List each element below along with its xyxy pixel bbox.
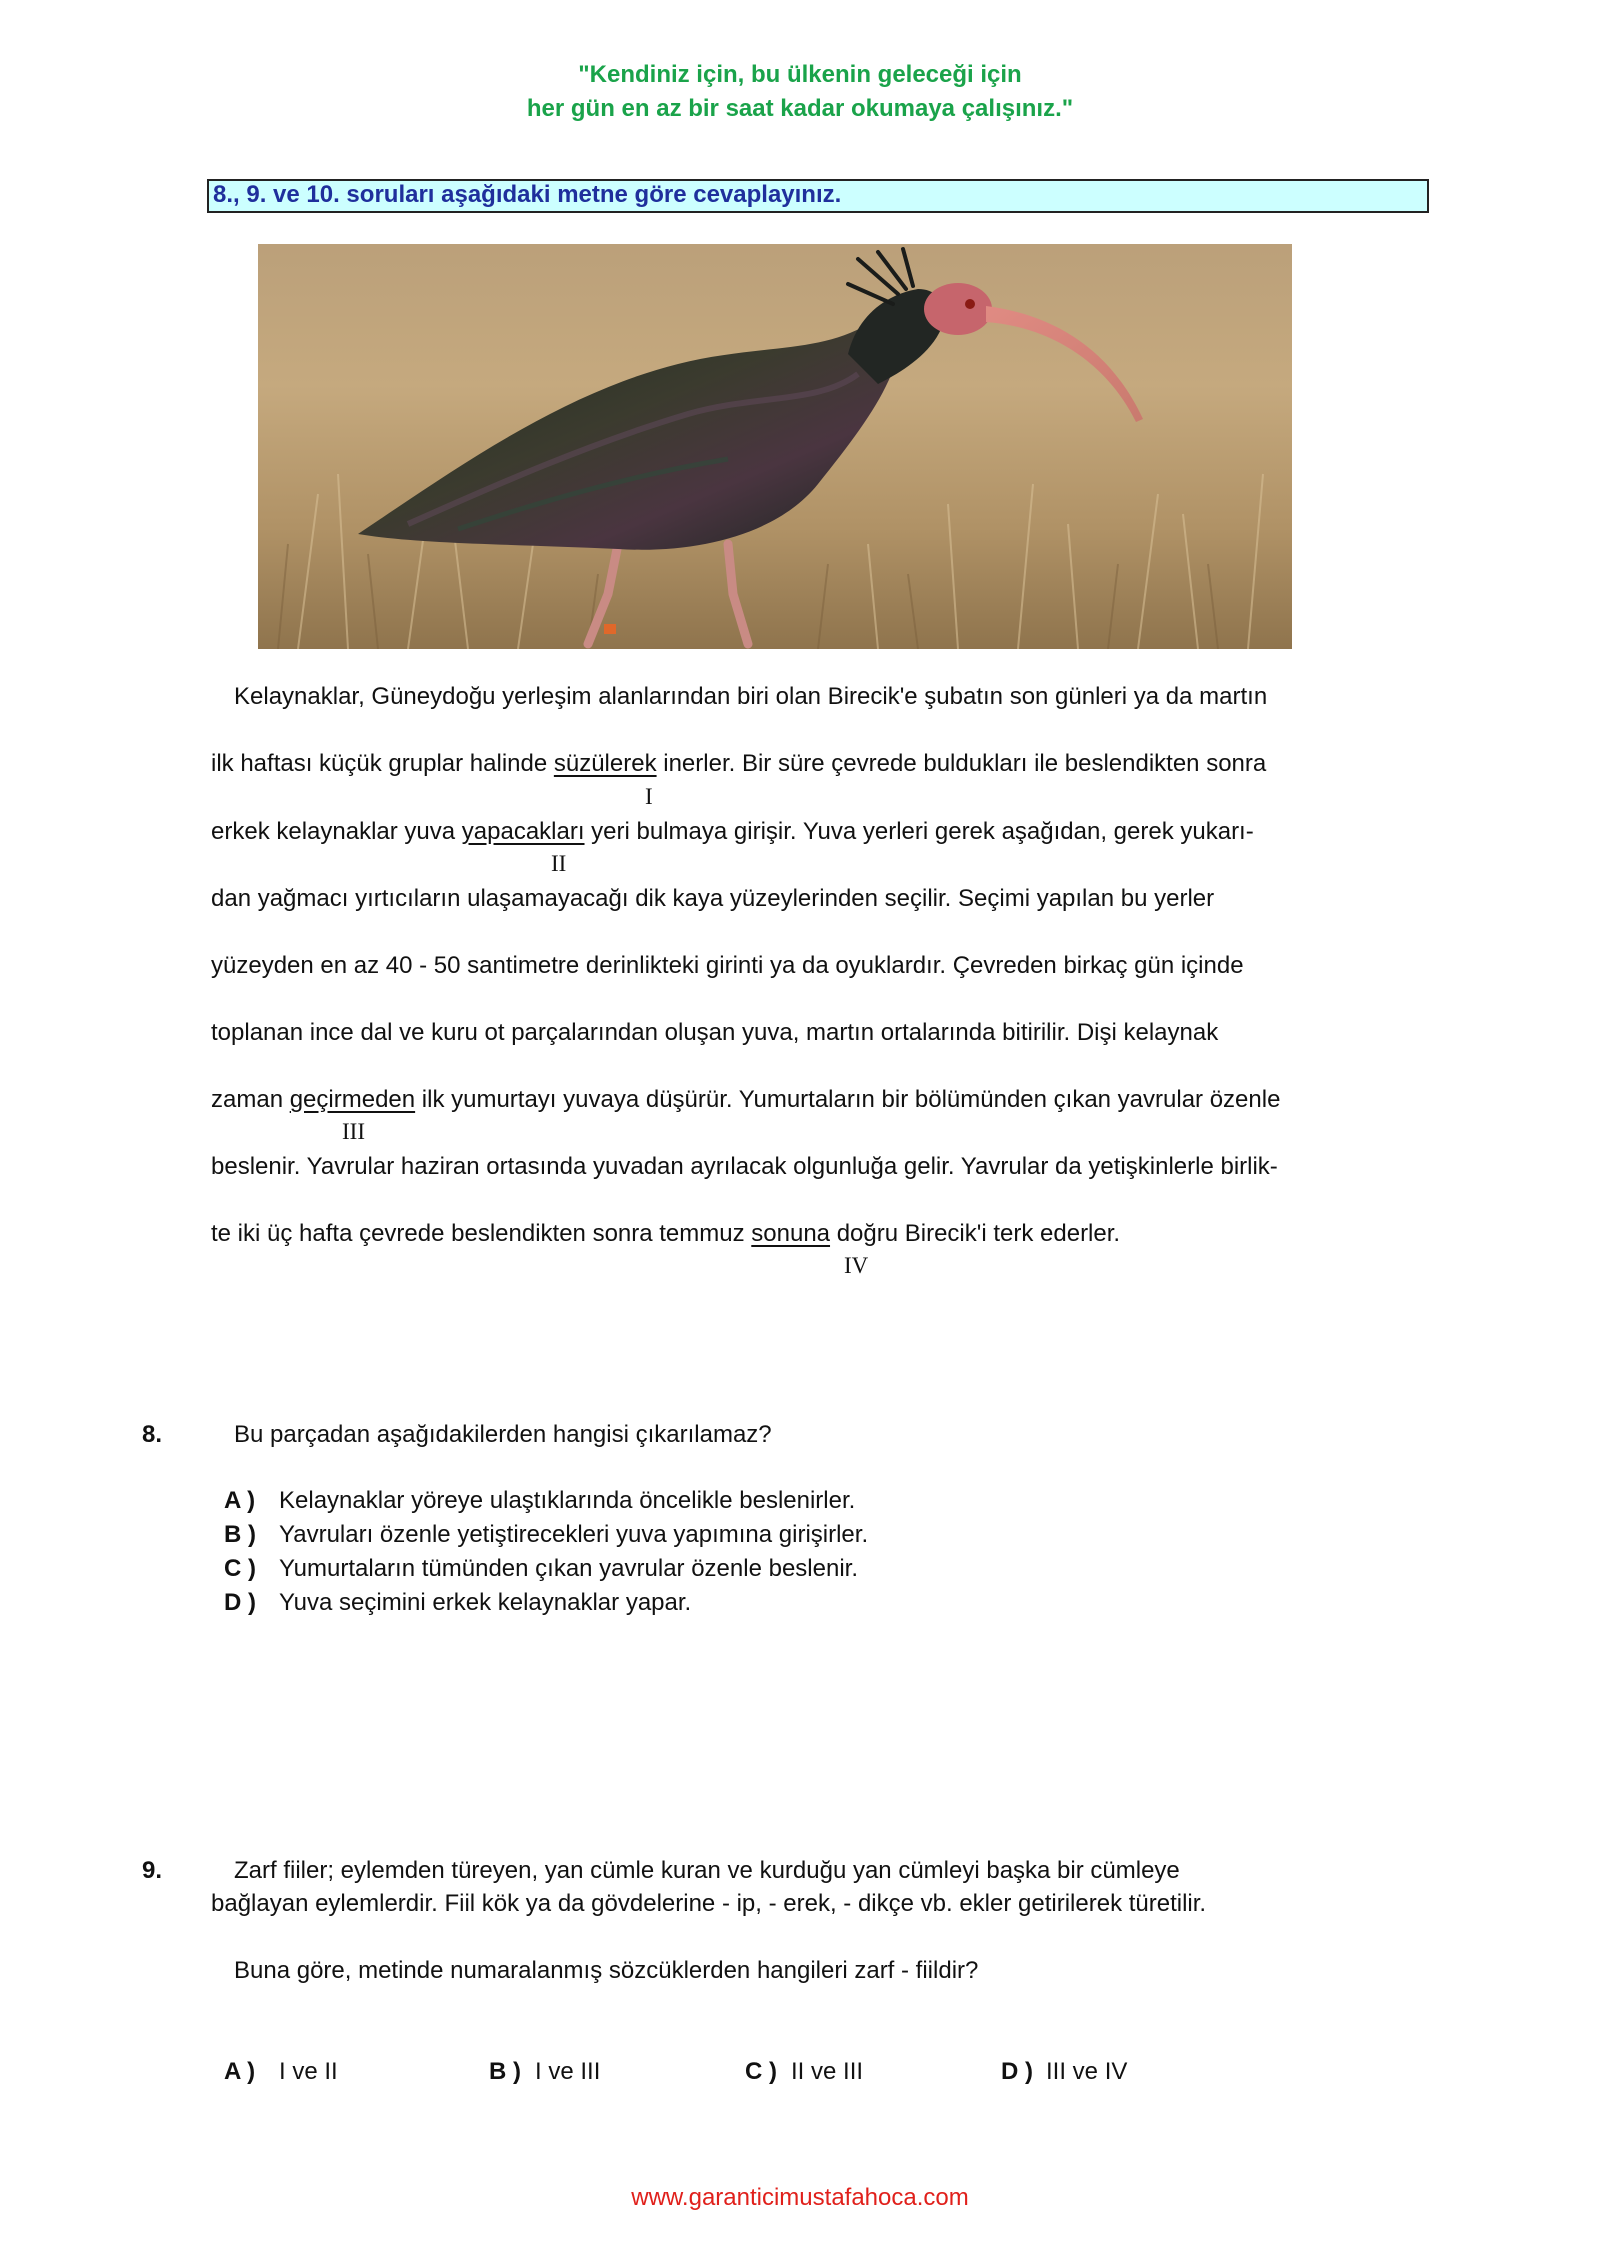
passage-line-3 [211, 817, 1254, 847]
question-9-number: 9. [142, 1857, 163, 1884]
passage-line-6: toplanan ince dal ve kuru ot parçalarından oluşan yuva, martın ortalarında bitirilir. Dişi kelaynak [211, 1019, 1219, 1046]
question-8-text: Bu parçadan aşağıdakilerden hangisi çıkarılamaz? [234, 1421, 772, 1448]
passage-line-7-start: zaman [211, 1086, 290, 1113]
roman-marker-2: II [551, 851, 567, 876]
passage-line-1: Kelaynaklar, Güneydoğu yerleşim alanlarından biri olan Birecik'e şubatın son günleri ya da martın [234, 683, 1268, 710]
q9-option-a-text: I ve II [279, 2058, 338, 2085]
question-9-text-line-2: bağlayan eylemlerdir. Fiil kök ya da gövdelerine - ip, - erek, - dikçe vb. ekler getirilerek türetilir. [211, 1890, 1207, 1917]
q9-option-b-letter: B ) [489, 2058, 521, 2085]
passage-line-8: beslenir. Yavrular haziran ortasında yuvadan ayrılacak olgunluğa gelir. Yavrular da yetişkinlerle birlik- [211, 1153, 1278, 1180]
passage-line-3-end: yeri bulmaya girişir. Yuva yerleri gerek aşağıdan, gerek yukarı- [584, 818, 1254, 845]
roman-marker-3: III [342, 1119, 365, 1144]
motto-line-2: her gün en az bir saat kadar okumaya çalışınız." [526, 95, 1074, 122]
q8-option-d-text: Yuva seçimini erkek kelaynaklar yapar. [279, 1589, 692, 1616]
passage-line-2 [211, 749, 1266, 779]
q9-option-b-text: I ve III [535, 2058, 601, 2085]
numbered-word-2: yapacakları [461, 818, 585, 845]
q9-option-c-text: II ve III [791, 2058, 864, 2085]
motto-line-1: "Kendiniz için, bu ülkenin geleceği için [578, 61, 1022, 88]
q8-option-c-letter: C ) [224, 1555, 256, 1582]
q8-option-b-text: Yavruları özenle yetiştirecekleri yuva yapımına girişirler. [279, 1521, 869, 1548]
q9-option-d-letter: D ) [1001, 2058, 1033, 2085]
passage-line-5: yüzeyden en az 40 - 50 santimetre derinlikteki girinti ya da oyuklardır. Çevreden birkaç gün içinde [211, 952, 1244, 979]
numbered-word-1: süzülerek [553, 750, 657, 777]
q8-option-d-letter: D ) [224, 1589, 256, 1616]
roman-marker-1: I [645, 784, 653, 809]
q9-option-d-text: III ve IV [1046, 2058, 1128, 2085]
q8-option-b-letter: B ) [224, 1521, 256, 1548]
passage-line-3-start: erkek kelaynaklar yuva [211, 818, 462, 845]
q9-option-a-letter: A ) [224, 2058, 256, 2085]
numbered-word-3: geçirmeden [289, 1086, 416, 1113]
numbered-word-4: sonuna [751, 1220, 831, 1247]
question-9-text-line-1: Zarf fiiler; eylemden türeyen, yan cümle kuran ve kurduğu yan cümleyi başka bir cümleye [234, 1857, 1180, 1884]
q8-option-a-letter: A ) [224, 1487, 256, 1514]
roman-marker-4: IV [844, 1253, 869, 1278]
passage-line-7-end: ilk yumurtayı yuvaya düşürür. Yumurtaların bir bölümünden çıkan yavrular özenle [415, 1086, 1281, 1113]
ibis-photo [258, 244, 1292, 649]
passage-line-2-start: ilk haftası küçük gruplar halinde [211, 750, 554, 777]
passage-line-9-start: te iki üç hafta çevrede beslendikten sonra temmuz [211, 1220, 752, 1247]
passage-line-9-end: doğru Birecik'i terk ederler. [830, 1220, 1121, 1247]
q9-option-c-letter: C ) [745, 2058, 777, 2085]
q8-option-a-text: Kelaynaklar yöreye ulaştıklarında öncelikle beslenirler. [279, 1487, 856, 1514]
passage-line-2-end: inerler. Bir süre çevrede buldukları ile beslendikten sonra [656, 750, 1267, 777]
passage-line-7 [211, 1085, 1280, 1115]
footer-url[interactable]: www.garanticimustafahoca.com [631, 2184, 969, 2211]
question-8-number: 8. [142, 1421, 163, 1448]
instruction-box: 8., 9. ve 10. soruları aşağıdaki metne göre cevaplayınız. [207, 179, 1429, 213]
passage-line-4: dan yağmacı yırtıcıların ulaşamayacağı dik kaya yüzeylerinden seçilir. Seçimi yapılan bu yerler [211, 885, 1215, 912]
passage-line-9 [211, 1219, 1120, 1249]
q8-option-c-text: Yumurtaların tümünden çıkan yavrular özenle beslenir. [279, 1555, 858, 1582]
question-9-prompt: Buna göre, metinde numaralanmış sözcüklerden hangileri zarf - fiildir? [234, 1957, 979, 1984]
